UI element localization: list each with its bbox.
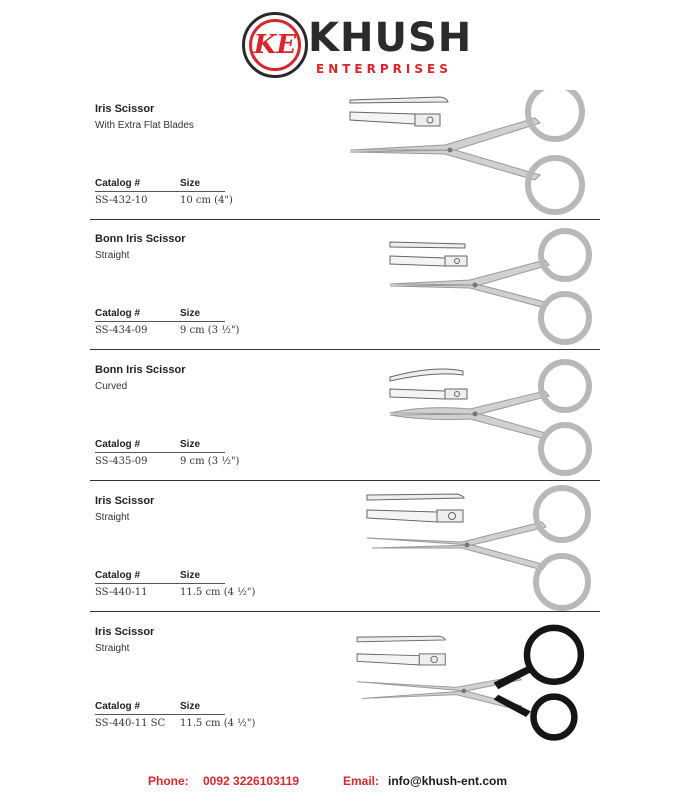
product-entry — [0, 482, 689, 612]
size-header: Size — [180, 178, 201, 189]
product-subtitle: Straight — [95, 512, 130, 523]
size-header: Size — [180, 308, 201, 319]
product-subtitle: With Extra Flat Blades — [95, 120, 194, 131]
catalog-header: Catalog # — [95, 178, 141, 189]
size-header: Size — [180, 701, 201, 712]
product-size: 9 cm (3 ½") — [180, 456, 240, 467]
catalog-number: SS-432-10 — [95, 195, 148, 206]
product-title: Iris Scissor — [95, 103, 155, 115]
header-underline — [95, 452, 225, 453]
product-size: 11.5 cm (4 ½") — [180, 587, 256, 598]
size-header: Size — [180, 439, 201, 450]
product-entry — [0, 220, 689, 350]
section-divider — [90, 480, 600, 481]
product-size: 9 cm (3 ½") — [180, 325, 240, 336]
product-entry — [0, 613, 689, 753]
catalog-number: SS-440-11 — [95, 587, 148, 598]
catalog-header: Catalog # — [95, 701, 141, 712]
catalog-header: Catalog # — [95, 308, 141, 319]
company-logo — [242, 12, 473, 82]
catalog-header: Catalog # — [95, 439, 141, 450]
logo-circle — [242, 12, 308, 78]
scissor-illustration — [385, 351, 605, 481]
product-entry — [0, 90, 689, 220]
phone-number[interactable]: 0092 3226103119 — [203, 774, 300, 788]
scissor-illustration — [345, 90, 605, 220]
catalog-number: SS-435-09 — [95, 456, 148, 467]
section-divider — [90, 349, 600, 350]
logo-mark: KE — [249, 19, 301, 71]
scissor-illustration — [345, 613, 605, 743]
brand-name: KHUSH — [308, 15, 473, 61]
scissor-illustration — [385, 220, 605, 350]
phone-label: Phone: — [148, 774, 189, 788]
contact-footer — [0, 772, 689, 792]
section-divider — [90, 611, 600, 612]
catalog-number: SS-440-11 SC — [95, 718, 166, 729]
size-header: Size — [180, 570, 201, 581]
product-size: 11.5 cm (4 ½") — [180, 718, 256, 729]
product-title: Iris Scissor — [95, 626, 155, 638]
header-underline — [95, 714, 225, 715]
product-subtitle: Straight — [95, 250, 130, 261]
email-label: Email: — [343, 774, 380, 788]
page-header — [0, 0, 689, 88]
header-underline — [95, 321, 225, 322]
product-title: Iris Scissor — [95, 495, 155, 507]
scissor-illustration — [362, 482, 605, 612]
header-underline — [95, 191, 225, 192]
brand-subtitle: ENTERPRISES — [316, 62, 452, 76]
product-subtitle: Straight — [95, 643, 130, 654]
product-title: Bonn Iris Scissor — [95, 364, 186, 376]
email-address[interactable]: info@khush-ent.com — [388, 774, 508, 788]
catalog-header: Catalog # — [95, 570, 141, 581]
product-size: 10 cm (4") — [180, 195, 233, 206]
catalog-number: SS-434-09 — [95, 325, 148, 336]
product-title: Bonn Iris Scissor — [95, 233, 186, 245]
product-entry — [0, 351, 689, 481]
product-subtitle: Curved — [95, 381, 128, 392]
header-underline — [95, 583, 225, 584]
